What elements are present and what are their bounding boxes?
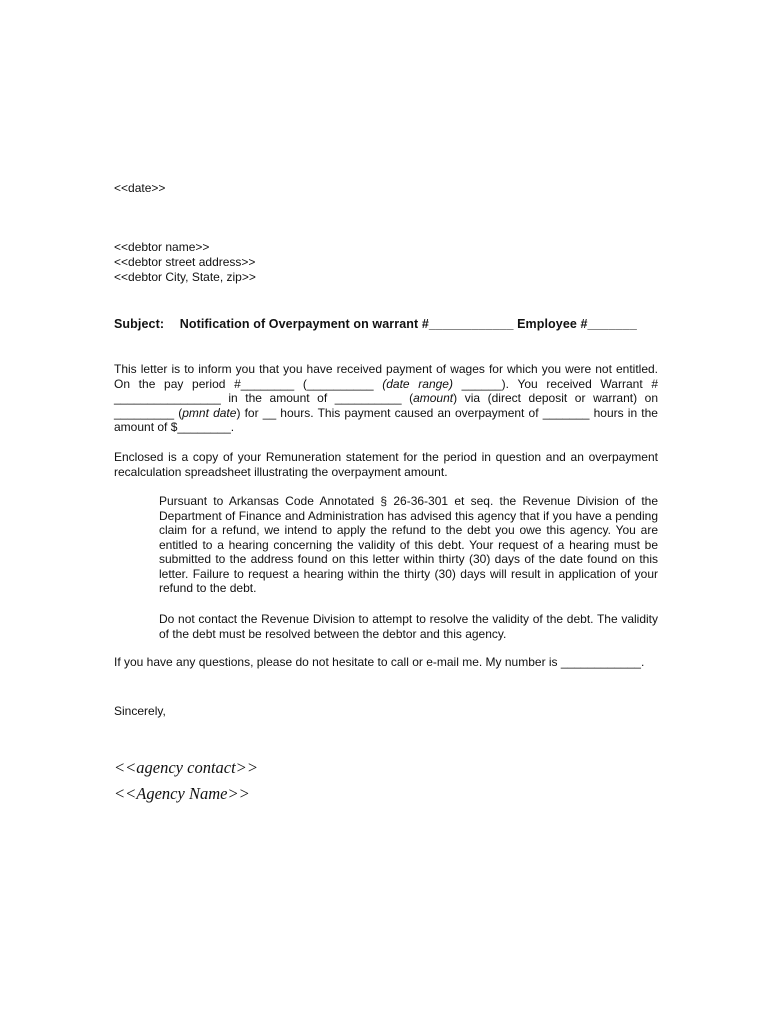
debtor-street-address: <<debtor street address>> [114, 255, 256, 269]
paragraph-line: entitled to a hearing concerning the validity of this debt. Your request of a hearing must be [159, 537, 658, 552]
paragraph-line: recalculation spreadsheet illustrating the overpayment amount. [114, 464, 448, 479]
closing-salutation: Sincerely, [114, 704, 166, 718]
paragraph-line: Department of Finance and Administration has advised this agency that if you have a pending [159, 508, 658, 523]
signature-agency-name: <<Agency Name>> [114, 784, 250, 803]
paragraph-line: Do not contact the Revenue Division to attempt to resolve the validity of the debt. The validity [159, 612, 658, 626]
paragraph-line: amount of $________. [114, 420, 235, 434]
paragraph-legal-notice [159, 494, 658, 596]
paragraph-line: Enclosed is a copy of your Remuneration statement for the period in question and an overpayment [114, 450, 658, 464]
paragraph-line: of the debt must be resolved between the debtor and this agency. [159, 626, 507, 641]
date-range-placeholder: (date range) [382, 376, 453, 391]
paragraph-line: claim for a refund, we intend to apply the refund to the debt you owe this agency. You are [159, 523, 658, 537]
paragraph-line: letter. Failure to request a hearing within the thirty (30) days will result in application of your [159, 566, 658, 581]
paragraph-line: _________ (pmnt date) for __ hours. This payment caused an overpayment of _______ hours in the [114, 405, 658, 420]
paragraph-line: This letter is to inform you that you have received payment of wages for which you were not entitled. [114, 362, 658, 376]
subject-label: Subject: [114, 317, 165, 331]
paragraph-questions [114, 655, 658, 670]
paragraph-enclosure [114, 450, 658, 479]
payment-date-placeholder: pmnt date [182, 405, 237, 420]
paragraph-overpayment-notice [114, 362, 658, 435]
paragraph-line: If you have any questions, please do not hesitate to call or e-mail me. My number is ____________. [114, 655, 645, 669]
subject-text: Notification of Overpayment on warrant #____________ Employee #_______ [179, 317, 637, 331]
signature-agency-contact: <<agency contact>> [114, 758, 258, 777]
paragraph-line: Pursuant to Arkansas Code Annotated § 26-36-301 et seq. the Revenue Division of the [159, 494, 658, 508]
paragraph-line: refund to the debt. [159, 581, 257, 595]
paragraph-line: submitted to the address found on this letter within thirty (30) days of the date found on this [159, 552, 658, 566]
paragraph-line: ________________ in the amount of __________ (amount) via (direct deposit or warrant) on [114, 391, 659, 405]
paragraph-do-not-contact [159, 612, 658, 641]
paragraph-line: On the pay period #________ (__________ (date range) ______). You received Warrant # [114, 376, 659, 391]
debtor-name: <<debtor name>> [114, 240, 210, 254]
amount-placeholder: amount [413, 391, 454, 405]
subject-line [114, 317, 637, 331]
letter-date: <<date>> [114, 181, 166, 195]
debtor-city-state-zip: <<debtor City, State, zip>> [114, 270, 256, 284]
